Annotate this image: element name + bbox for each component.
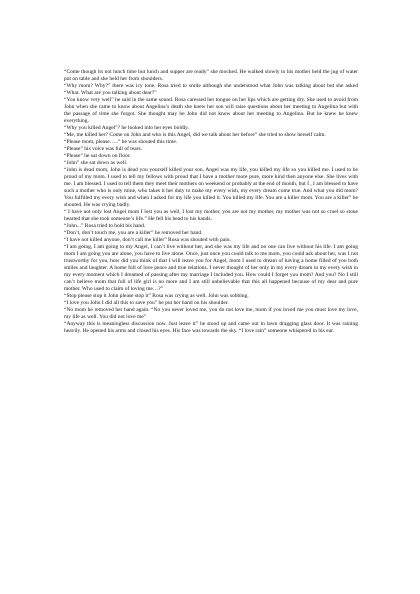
paragraph-18: “No mom he removed her hand again. “No you never loved me, you do not love me, mom if you loved me you must love my love, my life as well. You did not love me” (64, 307, 358, 320)
paragraph-12: “John...” Rosa tried to hold his hand. (64, 223, 146, 229)
paragraph-4: “Why you killed Angel”? he looked into her eyes boldly. (64, 125, 189, 131)
paragraph-3: “You know very well” he said in the same sound. Rosa caressed her tongue on her lips which are getting dry. She used to avoid from John when she came to know about Angelina’s death she knew her son will raise questions about her meeting to Angelina but with the passage of time she forgot. She thought may be John did not know about her meeting to Angelina. But he knew he knew everything. (64, 97, 358, 124)
paragraph-6: “Please mom, please…..” he was shouted this time. (64, 139, 178, 145)
paragraph-19: “Anyway this is meaningless discussion now. Just leave it” he stood up and came out in lawn dragging glass door. It was raining heavily. He opened his arms and closed his eyes. His face was towards the sky. “I love rain” someone whispered in his ear. (64, 321, 358, 334)
paragraph-1: “Come though its not lunch time but lunch and supper are ready” she mocked. He walked slowly to his mother held the jug of water put on table and she held her from shoulders. (64, 69, 358, 82)
paragraph-9: “John” she sat down as well. (64, 160, 128, 166)
paragraph-10: “John is dead mom, John is dead you yourself killed your son, Angel was my life, you killed my life so you killed me. I used to be proud of my mom. I used to tell my fellows with proud that I have a mother more pure, more kind then anyone else. She lives with me. I am blessed. I used to tell them they meet their mothers on weekend or probably at the end of month, but I , I am blessed to have such a mother who is only mine, who takes it her duty to make my every wish, my every dream come true. And what you did mom? You fulfilled my every wish and when I asked for my life you killed it. You killed my life. You are a killer mom. You are a killer” he shouted. He was crying badly. (64, 167, 358, 208)
document-page (64, 69, 358, 335)
paragraph-8: “Please” he sat down on floor. (64, 153, 131, 159)
paragraph-13: “Don’t, don’t touch me, you are a killer” he removed her hand. (64, 230, 203, 236)
paragraph-15: “I am going, I am going to my Angel, I can’t live without her, and she was my life and no one can live without his life. I am going mom I am going you are alone, you have to live alone. Once, just once you could talk to me mom, you could ask about her, was I not trustworthy for you, how did you think of that I will leave you for Angel, mom I used to dream of having a home filled of you both smiles and laughter. A home full of love peace and true relations. I never thought of her only in my every dream in my every wish in my every moment which I dreamed of passing after my marriage I included you. How could I forget you mom? And you? No I still can’t believe mom that full of life girl is no more and I am still unbelievable that this all happened because of my dear and pure mother. Who used to claim of loving me…?” (64, 244, 358, 292)
paragraph-14: “I have not killed anyone, don’t call me killer” Rosa was shouted with pain. (64, 237, 231, 243)
paragraph-2: “Why mom? Why?” there was icy tone. Rosa tried to smile although she understood what John was talking about but she asked “What. What are you talking about dear?” (64, 83, 358, 96)
paragraph-17: “I love you John I did all this to save you” he put her hand on his shoulder. (64, 300, 229, 306)
paragraph-7: “Please” his voice was full of tears. (64, 146, 143, 152)
paragraph-11: “ I have not only lost Angel mom I lost you as well, I lost my mother, you are not my mother, my mother was not so cruel so stone hearted that she took someone’s life.” He fell his head to his hands. (64, 209, 358, 222)
paragraph-5: “Me, me killed her? Come on John and who is this Angel, did we talk about her before” she tried to show herself calm. (64, 132, 326, 138)
paragraph-16: “Stop please stop it John please stop it” Rosa was crying as well. John was sobbing. (64, 293, 249, 299)
